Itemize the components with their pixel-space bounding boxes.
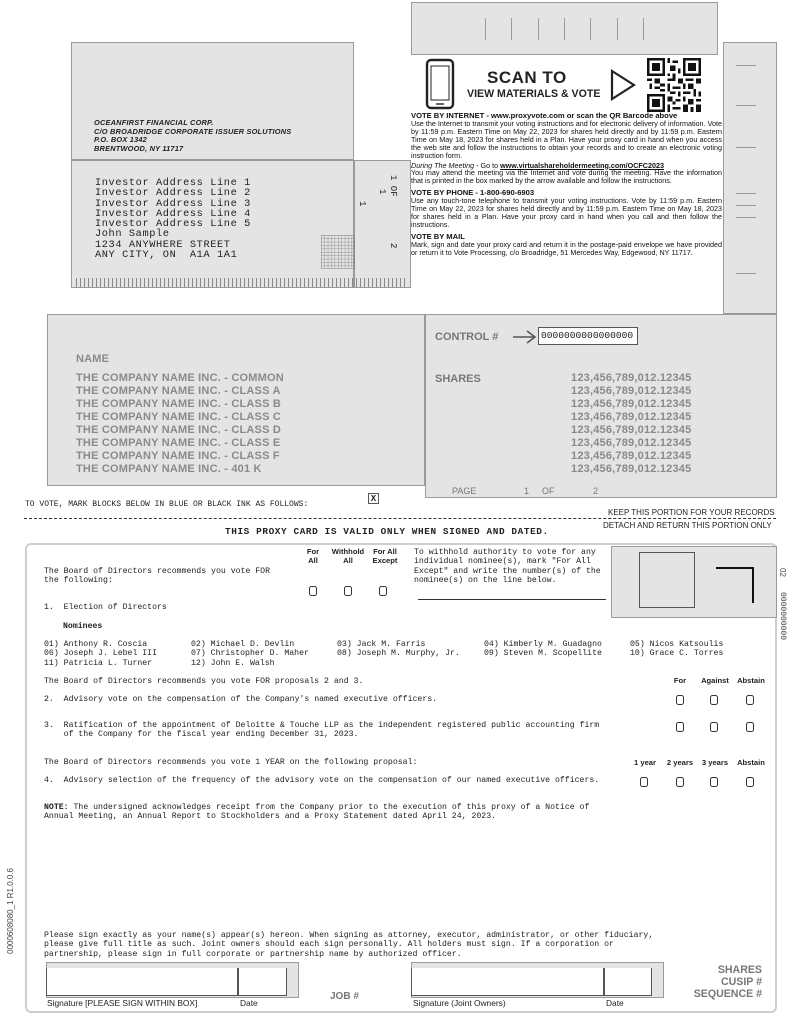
control-number-box: 0000000000000000 (538, 327, 638, 345)
joint-signature-box[interactable] (411, 968, 604, 996)
investor-line: John Sample (95, 228, 170, 241)
right-side-code: 02 (778, 568, 787, 577)
investor-line: Investor Address Line 1 (95, 177, 251, 189)
company-line: THE COMPANY NAME INC. - CLASS B (76, 398, 282, 410)
item2-against-checkbox[interactable] (710, 695, 718, 705)
share-amount: 123,456,789,012.12345 (571, 463, 692, 475)
scan-banner (425, 58, 723, 110)
shares-field-label: SHARES (717, 964, 762, 976)
shares-list (571, 372, 691, 476)
date-label: Date (240, 998, 258, 1008)
share-amount: 123,456,789,012.12345 (571, 372, 692, 384)
voting-instructions (411, 111, 722, 259)
col-1-year: 1 year (634, 758, 656, 767)
rec-23-heading: The Board of Directors recommends you vote FOR proposals 2 and 3. (44, 677, 364, 686)
item2-abstain-checkbox[interactable] (746, 695, 754, 705)
item3-for-checkbox[interactable] (676, 722, 684, 732)
mail-heading: VOTE BY MAIL (411, 231, 465, 241)
nominees-col5: 05) Nicos Katsoulis 10) Grace C. Torres (630, 640, 724, 659)
phone-heading: VOTE BY PHONE - 1-800-690-6903 (411, 188, 535, 198)
sender-line: P.O. BOX 1342 (94, 135, 147, 144)
mark-instruction: TO VOTE, MARK BLOCKS BELOW IN BLUE OR BLACK INK AS FOLLOWS: (25, 500, 309, 509)
valid-notice: THIS PROXY CARD IS VALID ONLY WHEN SIGNED AND DATED. (225, 526, 549, 537)
share-amount: 123,456,789,012.12345 (571, 385, 692, 397)
investor-line: Investor Address Line 2 (95, 187, 251, 200)
nominees-col4: 04) Kimberly M. Guadagno 09) Steven M. Scopellite (484, 640, 602, 659)
item4-3years-checkbox[interactable] (710, 777, 718, 787)
shares-cusip-sequence (676, 964, 762, 1000)
sender-line: OCEANFIRST FINANCIAL CORP. (94, 118, 214, 127)
rec-4-heading: The Board of Directors recommends you vote 1 YEAR on the following proposal: (44, 758, 418, 767)
investor-address-panel (71, 160, 354, 288)
right-side-number: 0000000000 (778, 592, 787, 641)
joint-date-box[interactable] (604, 968, 652, 996)
sample-mark-box: X (368, 493, 379, 504)
mail-text: Mark, sign and date your proxy card and return it in the postage-paid envelope we have provided or return it to Vote Processing, c/o Broadridge, 51 Mercedes Way, Edgewood, NY 11717. (411, 239, 722, 257)
internet-text: Use the Internet to transmit your voting instructions and for electronic delivery of information. Vote by 11:59 p.m. Eastern Time on May 22, 2023 for shares held directly and by 11:59 p.m. Eastern Time on May 18, 2023 for shares held in a Plan. Have your proxy card in hand when you access the web site and follow the instructions to obtain your records and to create an electronic voting instruction form. (411, 119, 722, 160)
company-line: THE COMPANY NAME INC. - CLASS F (76, 450, 280, 462)
item2-label: 2. Advisory vote on the compensation of the Company's named executive officers. (44, 695, 438, 704)
investor-line: Investor Address Line 5 (95, 218, 251, 231)
col-abstain-4: Abstain (737, 758, 765, 767)
meeting-url-link[interactable]: www.virtualshareholdermeeting.com/OCFC2023 (500, 160, 664, 170)
scanner-box (611, 546, 777, 618)
col-withhold-all: Withhold All (331, 547, 365, 565)
rec-for-heading: The Board of Directors recommends you vote FOR the following: (44, 567, 271, 586)
signature-label: Signature [PLEASE SIGN WITHIN BOX] (47, 998, 198, 1008)
page-number: 1 (524, 486, 530, 496)
signing-instructions: Please sign exactly as your name(s) appear(s) hereon. When signing as attorney, executor, administrator, or other fiduciary, please give full title as such. Joint owners should each sign personally. All holders must sign. If a corporation or partnership, please sign in full corporate or partnership name by authorized officer. (44, 931, 654, 959)
page-marks-panel (354, 160, 411, 288)
item2-for-checkbox[interactable] (676, 695, 684, 705)
col-for-all-except: For All Except (372, 547, 398, 565)
left-side-code: 0000608080_1 R1.0.0.6 (6, 868, 15, 954)
scan-subtitle: VIEW MATERIALS & VOTE (467, 88, 601, 100)
col-2-years: 2 years (666, 758, 694, 767)
signature-box[interactable] (46, 968, 238, 996)
page-mark: 1 OF (388, 175, 398, 197)
name-label: NAME (76, 353, 110, 365)
col-3-years: 3 years (701, 758, 729, 767)
investor-line: 1234 ANYWHERE STREET (95, 238, 231, 251)
nominees-col3: 03) Jack M. Farris 08) Joseph M. Murphy, Jr. (337, 640, 460, 659)
share-amount: 123,456,789,012.12345 (571, 398, 692, 410)
share-amount: 123,456,789,012.12345 (571, 450, 692, 462)
keep-portion-label: KEEP THIS PORTION FOR YOUR RECORDS (608, 508, 775, 517)
cusip-field-label: CUSIP # (720, 976, 762, 988)
col-for: For (673, 676, 687, 685)
sender-address-panel (71, 42, 354, 160)
investor-address (95, 178, 251, 260)
company-line: THE COMPANY NAME INC. - COMMON (76, 372, 284, 384)
meeting-prefix: During The Meeting (411, 160, 475, 170)
control-label: CONTROL # (435, 331, 499, 343)
tick-ruler (76, 278, 406, 287)
play-arrow-icon (609, 68, 637, 102)
company-line: THE COMPANY NAME INC. - CLASS C (76, 411, 282, 423)
company-line: THE COMPANY NAME INC. - CLASS A (76, 385, 281, 397)
meeting-goto: - Go to (474, 160, 501, 170)
shares-label: SHARES (435, 373, 481, 385)
sequence-field-label: SEQUENCE # (693, 988, 762, 1000)
corner-mark (716, 567, 754, 603)
nominees-label: Nominees (63, 622, 103, 631)
detach-portion-label: DETACH AND RETURN THIS PORTION ONLY (603, 521, 772, 530)
share-amount: 123,456,789,012.12345 (571, 424, 692, 436)
vote-for-all-checkbox[interactable] (309, 586, 317, 596)
nominee-exception-line[interactable] (418, 599, 606, 600)
vote-withhold-all-checkbox[interactable] (344, 586, 352, 596)
page-mark: 1 (377, 189, 387, 195)
page-mark: 1 (357, 201, 367, 207)
item3-abstain-checkbox[interactable] (746, 722, 754, 732)
scan-title: SCAN TO (487, 68, 567, 87)
date-box[interactable] (238, 968, 287, 996)
right-margin-strip (723, 42, 777, 314)
2d-barcode-grid (321, 235, 355, 269)
item3-against-checkbox[interactable] (710, 722, 718, 732)
note-text (44, 803, 589, 822)
control-panel (425, 314, 777, 498)
page-label: PAGE (452, 486, 477, 496)
meeting-text: You may attend the meeting via the Internet and vote during the meeting. Have the information that is printed in the box marked by the arrow available and follow the instructions. (411, 168, 722, 186)
registration-panel (47, 314, 425, 486)
share-amount: 123,456,789,012.12345 (571, 437, 692, 449)
joint-signature-label: Signature (Joint Owners) (413, 998, 506, 1008)
col-against: Against (701, 676, 729, 685)
vote-for-all-except-checkbox[interactable] (379, 586, 387, 596)
sender-address (94, 119, 291, 153)
item4-label: 4. Advisory selection of the frequency of the advisory vote on the compensation of our named executive officers. (44, 776, 600, 785)
top-barcode-strip (411, 2, 718, 55)
company-line: THE COMPANY NAME INC. - CLASS E (76, 437, 281, 449)
share-amount: 123,456,789,012.12345 (571, 411, 692, 423)
job-number-label: JOB # (330, 991, 359, 1002)
phone-icon (425, 58, 455, 110)
company-line: THE COMPANY NAME INC. - 401 K (76, 463, 262, 475)
item4-abstain-checkbox[interactable] (746, 777, 754, 787)
item4-2years-checkbox[interactable] (676, 777, 684, 787)
item1-label: 1. Election of Directors (44, 603, 167, 612)
sender-line: BRENTWOOD, NY 11717 (94, 143, 184, 153)
col-for-all: For All (306, 547, 320, 565)
sender-line: C/O BROADRIDGE CORPORATE ISSUER SOLUTIONS (94, 126, 292, 136)
note-label: NOTE: (44, 803, 69, 812)
detach-line (24, 518, 776, 519)
col-abstain: Abstain (737, 676, 765, 685)
qr-code-icon (647, 58, 701, 112)
withhold-instructions: To withhold authority to vote for any individual nominee(s), mark "For All Except" and write the number(s) of the nominee(s) on the line below. (414, 548, 601, 586)
page-of: OF (542, 486, 555, 496)
company-line: THE COMPANY NAME INC. - CLASS D (76, 424, 282, 436)
nominees-col2: 02) Michael D. Devlin 07) Christopher D. Maher 12) John E. Walsh (191, 640, 309, 668)
phone-text: Use any touch-tone telephone to transmit your voting instructions. Vote by 11:59 p.m. Eastern Time on May 22, 2023 for shares held directly and by 11:59 p.m. Eastern Time on May 18, 2023 for shares held in a Plan. Have your proxy card in hand when you call and then follow the instructions. (411, 196, 722, 229)
scanner-square (639, 552, 695, 608)
note-body: The undersigned acknowledges receipt from the Company prior to the execution of this proxy of a Notice of Annual Meeting, an Annual Report to Stockholders and a Proxy Statement dated April 24, 2023. (44, 803, 590, 822)
company-list (76, 372, 284, 476)
arrow-right-icon (512, 329, 538, 345)
investor-line: Investor Address Line 4 (95, 207, 251, 220)
item3-label: 3. Ratification of the appointment of Deloitte & Touche LLP as the independent registered public accounting firm of the Company for the fiscal year ending December 31, 2023. (44, 721, 600, 740)
page-mark: 2 (388, 243, 398, 249)
item4-1year-checkbox[interactable] (640, 777, 648, 787)
internet-heading: VOTE BY INTERNET - www.proxyvote.com or scan the QR Barcode above (411, 111, 678, 120)
joint-date-label: Date (606, 998, 624, 1008)
investor-line: ANY CITY, ON A1A 1A1 (95, 249, 238, 262)
nominees-col1: 01) Anthony R. Coscia 06) Joseph J. Lebel III 11) Patricia L. Turner (44, 640, 158, 668)
page-total: 2 (593, 486, 599, 496)
investor-line: Investor Address Line 3 (95, 197, 251, 210)
